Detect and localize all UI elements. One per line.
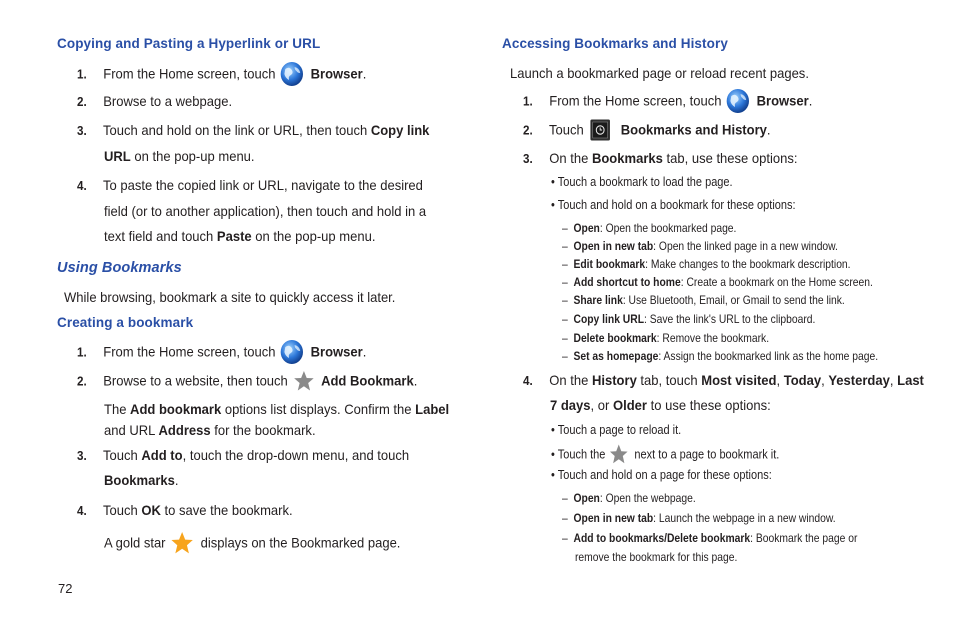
step-text: On the <box>549 150 592 166</box>
punct: . <box>808 92 813 109</box>
option-text: : Use Bluetooth, Email, or Gmail to send the link. <box>622 293 845 307</box>
option-item <box>562 275 873 289</box>
access-step-1 <box>523 90 812 114</box>
dash: – <box>562 531 568 545</box>
using-bookmarks-text: While browsing, bookmark a site to quickly access it later. <box>64 289 396 305</box>
ok-label: OK <box>141 502 161 518</box>
most-visited-label: Most visited <box>701 372 777 388</box>
step-text: From the Home screen, touch <box>103 343 276 360</box>
page-number: 72 <box>58 581 73 596</box>
step-number: 4. <box>523 374 533 388</box>
bullet-text: • Touch the <box>551 447 606 462</box>
gold-star-icon <box>169 531 197 555</box>
option-text: : Open the bookmarked page. <box>599 221 737 235</box>
step-number: 4. <box>77 504 87 518</box>
create-step-1 <box>77 341 366 365</box>
punct: . <box>766 121 771 138</box>
option-label: Open <box>573 221 600 235</box>
step-text: Touch and hold on the link or URL, then touch <box>103 122 371 138</box>
copy-step-4-line2: field (or to another application), then touch and hold in a <box>104 203 427 219</box>
url-label: URL <box>104 148 131 164</box>
step-number: 3. <box>523 152 533 166</box>
option-label: Add shortcut to home <box>573 275 681 289</box>
older-label: Older <box>612 397 647 413</box>
step-number: 2. <box>523 123 533 138</box>
note-text: for the bookmark. <box>210 422 316 438</box>
star-icon <box>291 370 317 392</box>
copy-step-1 <box>77 63 366 87</box>
option-item <box>562 511 836 525</box>
bullet-item <box>551 445 779 465</box>
copy-step-2 <box>77 93 232 110</box>
option-label: Open in new tab <box>573 239 654 253</box>
step-text: From the Home screen, touch <box>549 92 722 109</box>
last-label: Last <box>897 372 924 388</box>
note-text: displays on the Bookmarked page. <box>200 534 401 551</box>
bookmarks-tab-label: Bookmarks <box>591 150 663 166</box>
punct: , <box>776 372 784 388</box>
option-item <box>562 331 769 345</box>
create-step-2-note <box>104 401 449 417</box>
bullet-item: • Touch a bookmark to load the page. <box>551 175 733 189</box>
browser-label: Browser <box>310 65 363 82</box>
copy-link-label: Copy link <box>370 122 430 138</box>
step-text: On the <box>549 372 592 388</box>
bullet-item: • Touch and hold on a page for these options: <box>551 468 772 482</box>
browser-label: Browser <box>756 92 809 109</box>
dash: – <box>562 257 568 271</box>
globe-icon <box>725 88 753 112</box>
gold-star-note <box>104 532 400 556</box>
heading-creating-bookmark: Creating a bookmark <box>57 315 194 330</box>
dash: – <box>562 331 568 345</box>
step-text: Browse to a website, then touch <box>103 372 288 389</box>
option-item <box>562 312 815 326</box>
step-text: Touch <box>103 447 142 463</box>
copy-step-4-line3 <box>104 228 375 244</box>
option-text: : Remove the bookmark. <box>656 331 770 345</box>
step-number: 1. <box>523 94 533 109</box>
option-label: Set as homepage <box>573 349 659 363</box>
note-text: The <box>104 401 131 417</box>
step-text: to save the bookmark. <box>160 502 293 518</box>
address-label: Address <box>158 422 211 438</box>
option-text: : Make changes to the bookmark description. <box>645 257 851 271</box>
punct: . <box>362 65 367 82</box>
step-text: , touch the drop-down menu, and touch <box>182 447 410 463</box>
option-item <box>562 293 845 307</box>
option-text: : Create a bookmark on the Home screen. <box>680 275 873 289</box>
option-item <box>562 491 696 505</box>
dash: – <box>562 293 568 307</box>
step-text: tab, touch <box>636 372 702 388</box>
create-step-4 <box>77 502 293 519</box>
option-item <box>562 257 851 271</box>
option-label: Open in new tab <box>573 511 654 525</box>
bookmarks-history-icon <box>590 119 614 141</box>
copy-step-3-cont <box>104 148 255 164</box>
punct: . <box>362 343 367 360</box>
paste-label: Paste <box>216 228 252 244</box>
history-tab-label: History <box>591 372 637 388</box>
option-text: : Launch the webpage in a new window. <box>653 511 836 525</box>
step-number: 3. <box>77 124 87 138</box>
step-text: Touch <box>549 121 584 138</box>
punct: , <box>889 372 898 388</box>
step-text: on the pop-up menu. <box>251 228 376 244</box>
globe-icon <box>279 339 307 363</box>
seven-days-label: 7 days <box>550 397 591 413</box>
copy-step-3 <box>77 122 429 139</box>
today-label: Today <box>783 372 822 388</box>
option-label: Share link <box>573 293 623 307</box>
dash: – <box>562 349 568 363</box>
step-text: text field and touch <box>104 228 217 244</box>
access-intro: Launch a bookmarked page or reload recent pages. <box>510 65 809 81</box>
dash: – <box>562 491 568 505</box>
access-step-4 <box>523 372 924 389</box>
option-label: Edit bookmark <box>573 257 646 271</box>
step-text: To paste the copied link or URL, navigate to the desired <box>103 177 423 193</box>
punct: . <box>174 472 179 488</box>
option-item-cont: remove the bookmark for this page. <box>575 550 738 564</box>
step-number: 2. <box>77 374 87 389</box>
note-text: options list displays. Confirm the <box>221 401 416 417</box>
heading-copy-paste: Copying and Pasting a Hyperlink or URL <box>57 36 321 51</box>
bullet-item: • Touch and hold on a bookmark for these options: <box>551 198 796 212</box>
step-text: , or <box>590 397 613 413</box>
step-text: From the Home screen, touch <box>103 65 276 82</box>
bullet-item: • Touch a page to reload it. <box>551 423 682 437</box>
option-item <box>562 531 857 545</box>
dash: – <box>562 221 568 235</box>
access-step-3 <box>523 150 798 167</box>
star-icon <box>608 444 631 464</box>
step-text: Browse to a webpage. <box>103 93 233 109</box>
heading-using-bookmarks: Using Bookmarks <box>57 260 182 276</box>
punct: , <box>821 372 829 388</box>
create-step-2 <box>77 371 417 393</box>
bookmarks-label: Bookmarks <box>104 472 175 488</box>
yesterday-label: Yesterday <box>828 372 890 388</box>
step-text: tab, use these options: <box>662 150 798 166</box>
add-to-label: Add to <box>141 447 183 463</box>
option-label: Copy link URL <box>573 312 645 326</box>
dash: – <box>562 511 568 525</box>
dash: – <box>562 275 568 289</box>
option-item <box>562 349 878 363</box>
step-number: 2. <box>77 95 87 109</box>
note-text: A gold star <box>104 534 166 551</box>
note-text: and URL <box>104 422 159 438</box>
create-step-3 <box>77 447 409 464</box>
add-bookmark-label: Add Bookmark <box>321 372 414 389</box>
step-number: 3. <box>77 449 87 463</box>
access-step-2 <box>523 120 771 142</box>
create-step-3-cont <box>104 472 179 488</box>
dash: – <box>562 239 568 253</box>
option-label: Delete bookmark <box>573 331 657 345</box>
option-text: : Open the webpage. <box>599 491 696 505</box>
dash: – <box>562 312 568 326</box>
option-item <box>562 221 736 235</box>
access-step-4-cont <box>550 397 771 413</box>
punct: . <box>413 372 418 389</box>
option-label: Add to bookmarks/Delete bookmark <box>573 531 751 545</box>
step-text: Touch <box>103 502 142 518</box>
option-text: : Assign the bookmarked link as the home page. <box>658 349 879 363</box>
create-step-2-note-line2 <box>104 422 316 438</box>
step-text: on the pop-up menu. <box>130 148 255 164</box>
browser-label: Browser <box>310 343 363 360</box>
option-item <box>562 239 838 253</box>
heading-accessing-bookmarks: Accessing Bookmarks and History <box>502 36 728 51</box>
bookmarks-and-history-label: Bookmarks and History <box>620 121 767 138</box>
bullet-text: next to a page to bookmark it. <box>634 447 780 462</box>
option-text: : Bookmark the page or <box>750 531 858 545</box>
option-text: : Open the linked page in a new window. <box>653 239 838 253</box>
globe-icon <box>279 61 307 85</box>
step-number: 1. <box>77 67 87 82</box>
step-number: 4. <box>77 179 87 193</box>
add-bookmark-label: Add bookmark <box>130 401 222 417</box>
label-label: Label <box>415 401 450 417</box>
option-label: Open <box>573 491 600 505</box>
option-text: : Save the link's URL to the clipboard. <box>644 312 816 326</box>
step-text: to use these options: <box>646 397 771 413</box>
copy-step-4 <box>77 177 423 194</box>
step-number: 1. <box>77 345 87 360</box>
